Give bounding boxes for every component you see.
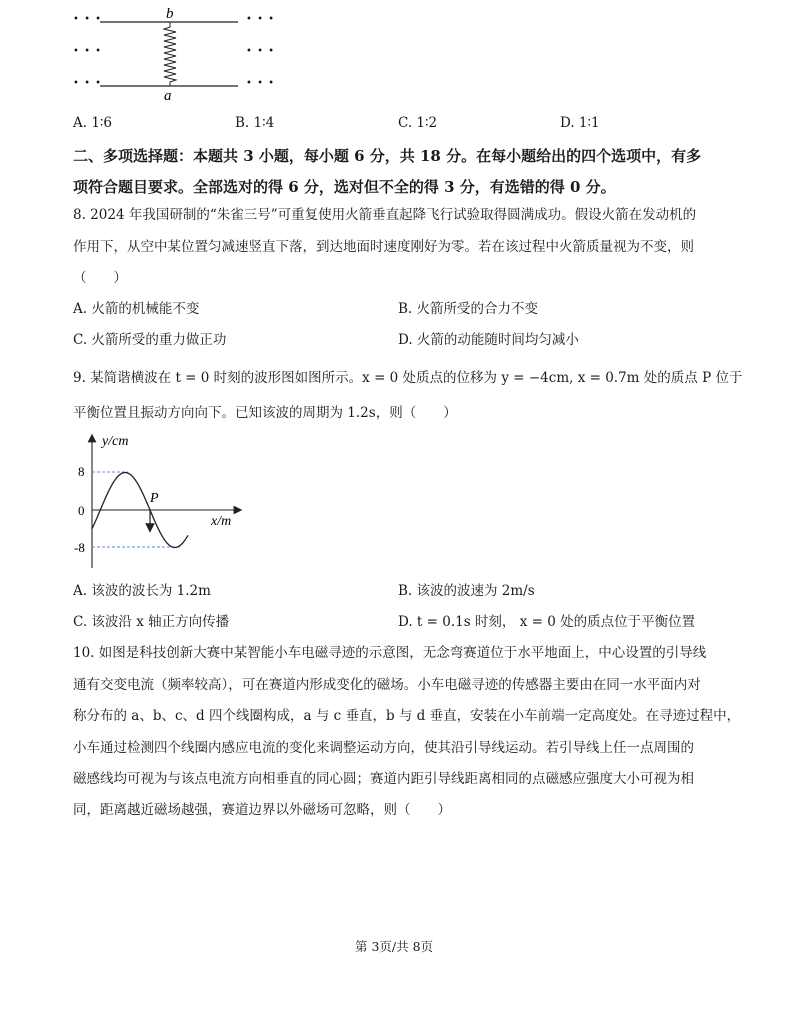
y-tick-label-neg8: -8 bbox=[74, 540, 85, 555]
q8-option-c: C. 火箭所受的重力做正功 bbox=[73, 332, 227, 348]
spring bbox=[164, 22, 176, 86]
dots-right-3: • • • bbox=[246, 78, 276, 89]
section2-line1: 二、多项选择题：本题共 3 小题，每小题 6 分，共 18 分。在每小题给出的四个选项中，有多 bbox=[73, 147, 702, 165]
q7-option-a: A. 1∶6 bbox=[73, 115, 113, 131]
y-tick-label-8: 8 bbox=[78, 464, 85, 479]
q7-option-c: C. 1∶2 bbox=[398, 115, 438, 131]
q10-line5: 磁感线均可视为与该点电流方向相垂直的同心圆；赛道内距引导线距离相同的点磁感应强度大小可视为相 bbox=[73, 771, 694, 787]
dots-left-2: • • • bbox=[73, 46, 103, 57]
q9-option-d: D. t = 0.1s 时刻， x = 0 处的质点位于平衡位置 bbox=[398, 614, 696, 630]
q7-option-d: D. 1∶1 bbox=[560, 115, 600, 131]
q9-option-b: B. 该波的波速为 2m/s bbox=[398, 583, 535, 599]
q9-option-a: A. 该波的波长为 1.2m bbox=[73, 583, 211, 599]
point-p-label: P bbox=[150, 491, 159, 506]
dots-left-1: • • • bbox=[73, 14, 103, 25]
label-b: b bbox=[166, 6, 174, 22]
x-axis-label: x/m bbox=[211, 514, 232, 529]
y-axis-label: y/cm bbox=[102, 434, 129, 449]
label-a: a bbox=[164, 88, 172, 104]
dots-left-3: • • • bbox=[73, 78, 103, 89]
q9-option-c: C. 该波沿 x 轴正方向传播 bbox=[73, 614, 230, 630]
q8-option-a: A. 火箭的机械能不变 bbox=[73, 301, 200, 317]
section2-line2: 项符合题目要求。全部选对的得 6 分，选对但不全的得 3 分，有选错的得 0 分。 bbox=[73, 178, 616, 196]
q8-line2: 作用下，从空中某位置匀减速竖直下落，到达地面时速度刚好为零。若在该过程中火箭质量视为不变，则 bbox=[73, 239, 694, 255]
page-footer: 第 3页/共 8页 bbox=[355, 939, 434, 954]
q9-line2: 平衡位置且振动方向向下。已知该波的周期为 1.2s，则（ ） bbox=[73, 405, 457, 421]
dots-right-2: • • • bbox=[246, 46, 276, 57]
q9-line1: 9. 某简谐横波在 t = 0 时刻的波形图如图所示。x = 0 处质点的位移为 y = −4cm, x = 0.7m 处的质点 P 位于 bbox=[73, 370, 743, 386]
q8-option-d: D. 火箭的动能随时间均匀减小 bbox=[398, 332, 579, 348]
q7-option-b: B. 1∶4 bbox=[235, 115, 275, 131]
q10-line4: 小车通过检测四个线圈内感应电流的变化来调整运动方向，使其沿引导线运动。若引导线上任一点周围的 bbox=[73, 740, 694, 756]
wave-chart bbox=[70, 430, 250, 575]
q8-line1: 8. 2024 年我国研制的“朱雀三号”可重复使用火箭垂直起降飞行试验取得圆满成功。假设火箭在发动机的 bbox=[73, 207, 697, 223]
dots-right-1: • • • bbox=[246, 14, 276, 25]
q10-line1: 10. 如图是科技创新大赛中某智能小车电磁寻迹的示意图，无念弯赛道位于水平地面上，中心设置的引导线 bbox=[73, 645, 707, 661]
q10-line3: 称分布的 a、b、c、d 四个线圈构成，a 与 c 垂直，b 与 d 垂直，安装在小车前端一定高度处。在寻迹过程中， bbox=[73, 708, 741, 724]
q10-line6: 同，距离越近磁场越强，赛道边界以外磁场可忽略，则（ ） bbox=[73, 802, 451, 818]
q8-option-b: B. 火箭所受的合力不变 bbox=[398, 301, 539, 317]
q10-line2: 通有交变电流（频率较高），可在赛道内形成变化的磁场。小车电磁寻迹的传感器主要由在同一水平面内对 bbox=[73, 677, 701, 693]
q8-line3: （ ） bbox=[73, 270, 127, 286]
y-tick-label-0: 0 bbox=[78, 503, 85, 518]
